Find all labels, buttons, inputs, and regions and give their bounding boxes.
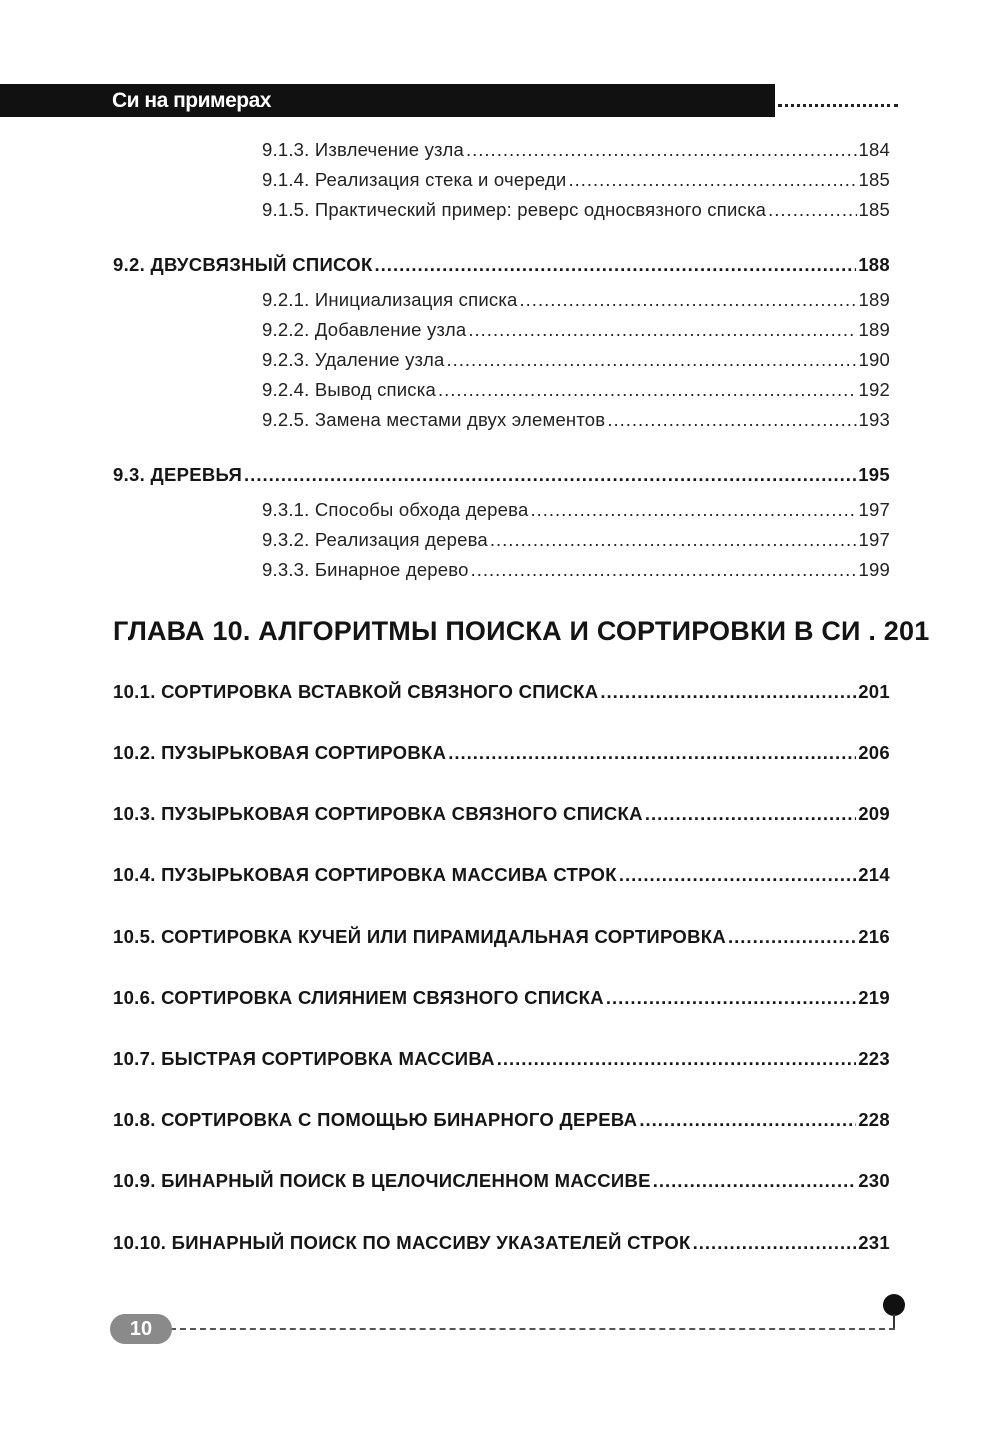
toc-section-page: 188	[858, 254, 890, 275]
toc-entry-9-3-3[interactable]	[262, 559, 890, 581]
toc-entry-9-2-5[interactable]	[262, 409, 890, 431]
toc-leader-dots	[448, 742, 856, 764]
toc-section-title: 10.9. БИНАРНЫЙ ПОИСК В ЦЕЛОЧИСЛЕННОМ МАССИВЕ	[113, 1170, 651, 1191]
chapter-title: ГЛАВА 10. АЛГОРИТМЫ ПОИСКА И СОРТИРОВКИ В СИ	[113, 616, 861, 646]
toc-leader-dots	[466, 139, 857, 161]
toc-leader-dots	[438, 379, 857, 401]
toc-entry-page: 189	[858, 319, 890, 340]
toc-entry-9-1-3[interactable]	[262, 139, 890, 161]
toc-leader-dots	[693, 1232, 857, 1254]
toc-section-title: 9.2. ДВУСВЯЗНЫЙ СПИСОК	[113, 254, 373, 275]
toc-section-title: 10.10. БИНАРНЫЙ ПОИСК ПО МАССИВУ УКАЗАТЕЛЕЙ СТРОК	[113, 1232, 691, 1253]
toc-entry-9-1-4[interactable]	[262, 169, 890, 191]
header-dotted-rule	[778, 104, 898, 107]
toc-section-10-8[interactable]	[113, 1109, 890, 1131]
toc-leader-dots	[639, 1109, 856, 1131]
chapter-leader: .	[860, 616, 884, 646]
toc-entry-title: 9.2.4. Вывод списка	[262, 379, 436, 400]
toc-entry-page: 197	[858, 499, 890, 520]
toc-section-title: 9.3. ДЕРЕВЬЯ	[113, 464, 243, 485]
toc-section-title: 10.6. СОРТИРОВКА СЛИЯНИЕМ СВЯЗНОГО СПИСКА	[113, 987, 604, 1008]
toc-section-10-3[interactable]	[113, 803, 890, 825]
toc-leader-dots	[375, 254, 857, 276]
toc-entry-9-2-3[interactable]	[262, 349, 890, 371]
toc-entry-title: 9.3.1. Способы обхода дерева	[262, 499, 529, 520]
toc-leader-dots	[568, 169, 856, 191]
toc-section-page: 231	[858, 1232, 890, 1253]
toc-section-9-2[interactable]	[113, 254, 890, 276]
toc-entry-9-2-1[interactable]	[262, 289, 890, 311]
toc-entry-9-1-5[interactable]	[262, 199, 890, 221]
toc-leader-dots	[619, 864, 856, 886]
toc-section-title: 10.5. СОРТИРОВКА КУЧЕЙ ИЛИ ПИРАМИДАЛЬНАЯ СОРТИРОВКА	[113, 926, 727, 947]
toc-section-page: 214	[858, 864, 890, 885]
toc-section-title: 10.8. СОРТИРОВКА С ПОМОЩЬЮ БИНАРНОГО ДЕРЕВА	[113, 1109, 638, 1130]
toc-section-title: 10.2. ПУЗЫРЬКОВАЯ СОРТИРОВКА	[113, 742, 447, 763]
toc-section-10-4[interactable]	[113, 864, 890, 886]
toc-entry-title: 9.1.5. Практический пример: реверс односвязного списка	[262, 199, 767, 220]
toc-section-title: 10.1. СОРТИРОВКА ВСТАВКОЙ СВЯЗНОГО СПИСКА	[113, 681, 599, 702]
toc-leader-dots	[768, 199, 856, 221]
toc-leader-dots	[447, 349, 857, 371]
toc-leader-dots	[530, 499, 856, 521]
toc-section-page: 201	[858, 681, 890, 702]
page-number-badge: 10	[110, 1314, 172, 1344]
toc-entry-page: 192	[858, 379, 890, 400]
toc-leader-dots	[606, 987, 856, 1009]
toc-entry-title: 9.3.2. Реализация дерева	[262, 529, 488, 550]
toc-entry-page: 184	[858, 139, 890, 160]
toc-leader-dots	[520, 289, 857, 311]
chapter-page: 201	[883, 616, 930, 646]
corner-tick-mark	[893, 1314, 895, 1328]
toc-entry-title: 9.2.1. Инициализация списка	[262, 289, 518, 310]
toc-section-page: 209	[858, 803, 890, 824]
toc-entry-page: 197	[858, 529, 890, 550]
toc-section-10-10[interactable]	[113, 1232, 890, 1254]
toc-entry-title: 9.1.4. Реализация стека и очереди	[262, 169, 567, 190]
toc-section-page: 216	[858, 926, 890, 947]
running-header-title: Си на примерах	[112, 89, 271, 112]
toc-leader-dots	[728, 926, 856, 948]
toc-section-10-5[interactable]	[113, 926, 890, 948]
toc-leader-dots	[490, 529, 857, 551]
toc-section-page: 228	[858, 1109, 890, 1130]
toc-section-page: 206	[858, 742, 890, 763]
toc-leader-dots	[497, 1048, 856, 1070]
toc-section-10-9[interactable]	[113, 1170, 890, 1192]
toc-section-9-3[interactable]	[113, 464, 890, 486]
toc-section-10-1[interactable]	[113, 681, 890, 703]
toc-leader-dots	[244, 464, 856, 486]
toc-leader-dots	[471, 559, 857, 581]
toc-entry-title: 9.3.3. Бинарное дерево	[262, 559, 469, 580]
toc-entry-page: 185	[858, 199, 890, 220]
toc-section-page: 230	[858, 1170, 890, 1191]
toc-chapter-10[interactable]	[113, 614, 930, 648]
toc-leader-dots	[600, 681, 856, 703]
toc-section-page: 195	[858, 464, 890, 485]
toc-leader-dots	[607, 409, 856, 431]
toc-entry-9-2-2[interactable]	[262, 319, 890, 341]
toc-entry-title: 9.1.3. Извлечение узла	[262, 139, 464, 160]
toc-leader-dots	[468, 319, 856, 341]
toc-entry-9-3-2[interactable]	[262, 529, 890, 551]
toc-entry-9-3-1[interactable]	[262, 499, 890, 521]
toc-section-10-7[interactable]	[113, 1048, 890, 1070]
toc-leader-dots	[645, 803, 856, 825]
toc-section-10-6[interactable]	[113, 987, 890, 1009]
toc-leader-dots	[653, 1170, 856, 1192]
footer-dashed-rule	[170, 1328, 895, 1330]
toc-entry-title: 9.2.5. Замена местами двух элементов	[262, 409, 606, 430]
toc-section-title: 10.7. БЫСТРАЯ СОРТИРОВКА МАССИВА	[113, 1048, 495, 1069]
toc-entry-page: 185	[858, 169, 890, 190]
toc-entry-9-2-4[interactable]	[262, 379, 890, 401]
toc-section-title: 10.3. ПУЗЫРЬКОВАЯ СОРТИРОВКА СВЯЗНОГО СПИСКА	[113, 803, 643, 824]
toc-section-title: 10.4. ПУЗЫРЬКОВАЯ СОРТИРОВКА МАССИВА СТРОК	[113, 864, 617, 885]
toc-entry-page: 193	[858, 409, 890, 430]
toc-entry-page: 190	[858, 349, 890, 370]
corner-bullet-icon	[883, 1294, 905, 1316]
toc-entry-page: 199	[858, 559, 890, 580]
toc-section-page: 219	[858, 987, 890, 1008]
toc-section-10-2[interactable]	[113, 742, 890, 764]
toc-entry-title: 9.2.3. Удаление узла	[262, 349, 445, 370]
toc-section-page: 223	[858, 1048, 890, 1069]
toc-entry-page: 189	[858, 289, 890, 310]
toc-entry-title: 9.2.2. Добавление узла	[262, 319, 467, 340]
